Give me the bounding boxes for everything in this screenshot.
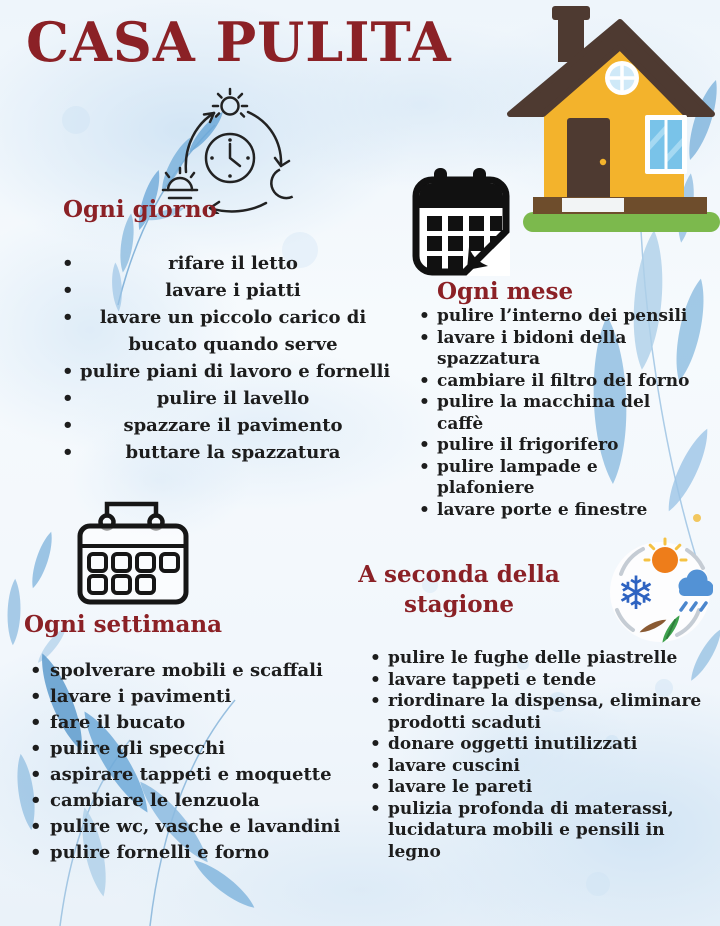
task-item: • buttare la spazzatura [50, 439, 386, 466]
task-item: • pulire piani di lavoro e fornelli [50, 358, 386, 385]
monthly-section-heading: Ogni mese [437, 278, 574, 305]
snowflake-glyph: ❄ [616, 566, 656, 620]
seasonal-task-list [362, 648, 710, 863]
daily-section-heading: Ogni giorno [63, 196, 217, 223]
task-item: • fare il bucato [22, 710, 392, 736]
task-item: • spazzare il pavimento [50, 412, 386, 439]
task-item: • pulire fornelli e forno [22, 840, 392, 866]
task-item: • lavare i pavimenti [22, 684, 392, 710]
task-item: • lavare cuscini [362, 756, 710, 778]
task-item: • lavare i bidoni della spazzatura [412, 328, 655, 371]
seasonal-section-heading: A seconda della stagione [358, 561, 560, 618]
task-item: • pulire la macchina del caffè [412, 392, 659, 435]
task-item: • pulire lampade e plafoniere [412, 457, 623, 500]
task-item: • lavare un piccolo carico di bucato quando serve [50, 304, 386, 358]
task-item: • lavare porte e finestre [412, 500, 712, 522]
weekly-section-heading: Ogni settimana [24, 611, 223, 638]
task-item: • donare oggetti inutilizzati [362, 734, 710, 756]
monthly-calendar-icon [410, 166, 512, 278]
task-item: • aspirare tappeti e moquette [22, 762, 392, 788]
day-night-cycle-icon [156, 86, 306, 214]
page-title: CASA PULITA [26, 10, 452, 74]
weekly-calendar-icon [72, 500, 194, 608]
task-item: • riordinare la dispensa, eliminare prodotti scaduti [362, 691, 710, 734]
task-item: • pulire gli specchi [22, 736, 392, 762]
task-item: • pulire wc, vasche e lavandini [22, 814, 392, 840]
task-item: • pulizia profonda di materassi, lucidatura mobili e pensili in legno [362, 799, 690, 864]
task-item: • pulire l’interno dei pensili [412, 306, 712, 328]
weekly-task-list [22, 658, 392, 866]
daily-task-list [50, 250, 391, 466]
task-item: • lavare le pareti [362, 777, 710, 799]
task-item: • cambiare le lenzuola [22, 788, 392, 814]
four-seasons-icon [607, 536, 713, 646]
house-illustration [486, 2, 720, 238]
task-item: • rifare il letto [50, 250, 386, 277]
task-item: • lavare i piatti [50, 277, 386, 304]
task-item: • spolverare mobili e scaffali [22, 658, 392, 684]
task-item: • cambiare il filtro del forno [412, 371, 712, 393]
task-item: • pulire il frigorifero [412, 435, 712, 457]
task-item: • lavare tappeti e tende [362, 670, 710, 692]
monthly-task-list [412, 306, 712, 521]
task-item: • pulire il lavello [50, 385, 386, 412]
task-item: • pulire le fughe delle piastrelle [362, 648, 710, 670]
